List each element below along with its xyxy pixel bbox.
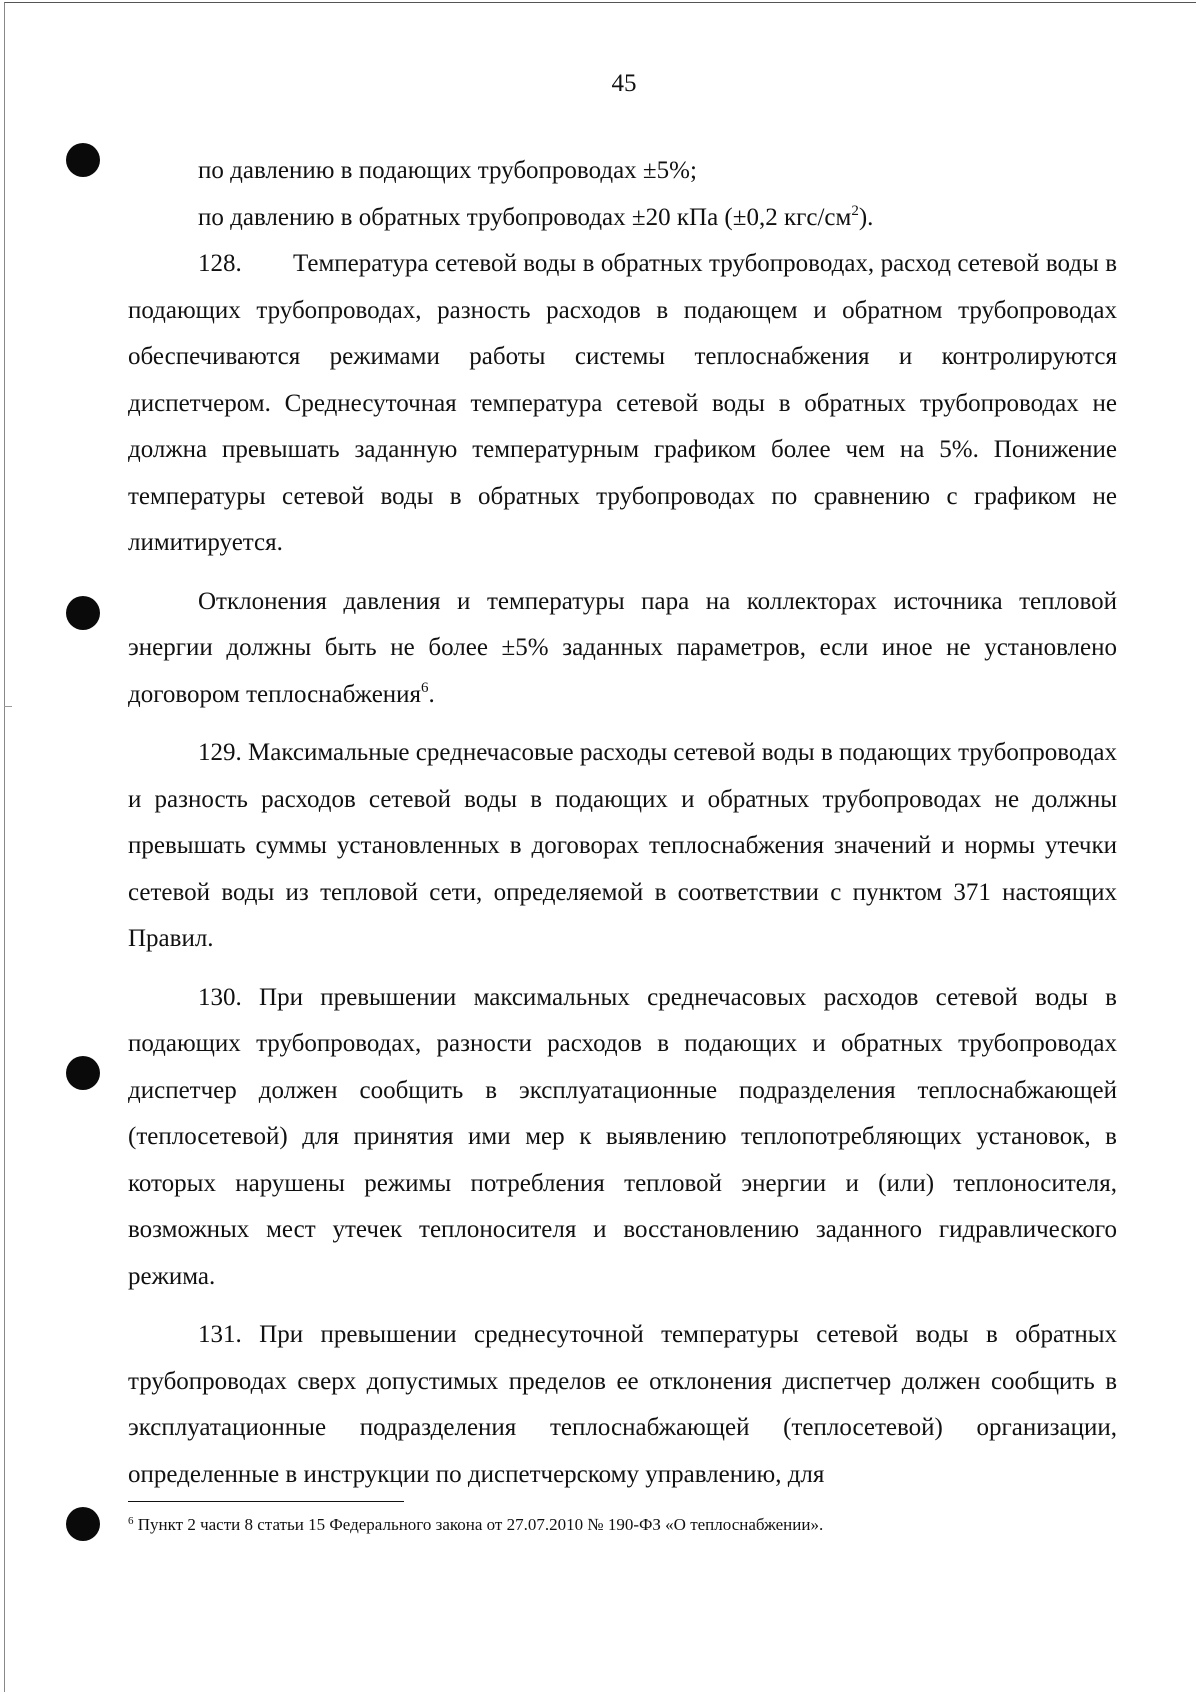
footnote <box>128 1512 1108 1538</box>
edge-mark <box>4 706 12 707</box>
footnote-marker: 6 <box>128 1515 134 1527</box>
paragraph-steam-deviation <box>128 579 1117 719</box>
document-body <box>128 148 1124 1498</box>
line-return-pressure <box>128 195 1117 242</box>
paragraph-steam-deviation-end: . <box>428 680 435 708</box>
paragraph-steam-deviation-text: Отклонения давления и температуры пара на коллекторах источника тепловой энергии должны быть не более ±5% заданных параметров, если иное не установлено договором теплоснабжения <box>128 587 1117 708</box>
paragraph-129: 129. Максимальные среднечасовые расходы сетевой воды в подающих трубопроводах и разность расходов сетевой воды в подающих и обратных трубопроводах не должны превышать суммы установленных в договорах теплоснабжения значений и нормы утечки сетевой воды из тепловой сети, определяемой в соответствии с пунктом 371 настоящих Правил. <box>128 739 1117 952</box>
footnote-reference: 6 <box>421 679 429 696</box>
paragraph-128: 128. Температура сетевой воды в обратных трубопроводах, расход сетевой воды в подающих трубопроводах, разность расходов в подающем и обратном трубопроводах обеспечиваются режимами работы системы теплоснабжения и контролируются диспетчером. Среднесуточная температура сетевой воды в обратных трубопроводах не должна превышать заданную температурным графиком более чем на 5%. Понижение температуры сетевой воды в обратных трубопроводах по сравнению с графиком не лимитируется. <box>128 250 1124 556</box>
footnote-text: Пункт 2 части 8 статьи 15 Федерального закона от 27.07.2010 № 190-ФЗ «О теплоснабжении». <box>133 1515 824 1534</box>
paragraph-130: 130. При превышении максимальных среднечасовых расходов сетевой воды в подающих трубопроводах, разности расходов в подающих и обратных трубопроводах диспетчер должен сообщить в эксплуатационные подразделения теплоснабжающей (теплосетевой) для принятия ими мер к выявлению теплопотребляющих установок, в которых нарушены режимы потребления тепловой энергии и (или) теплоносителя, возможных мест утечек теплоносителя и восстановлению заданного гидравлического режима. <box>128 983 1117 1290</box>
line-return-pressure-text: по давлению в обратных трубопроводах ±20 кПа (±0,2 кгс/см <box>198 203 852 231</box>
punch-hole-mark <box>66 596 100 630</box>
superscript-2: 2 <box>851 202 859 219</box>
line-supply-pressure-text: по давлению в подающих трубопроводах ±5%; <box>198 157 697 184</box>
paragraph-131: 131. При превышении среднесуточной температуры сетевой воды в обратных трубопроводах сверх допустимых пределов ее отклонения диспетчер должен сообщить в эксплуатационные подразделения теплоснабжающей (теплосетевой) организации, определенные в инструкции по диспетчерскому управлению, для <box>128 1321 1117 1488</box>
page-number: 45 <box>611 70 637 97</box>
punch-hole-mark <box>66 1507 100 1541</box>
line-return-pressure-end: ). <box>858 203 874 231</box>
punch-hole-mark <box>66 1056 100 1090</box>
line-supply-pressure <box>128 148 1117 195</box>
punch-hole-mark <box>66 143 100 177</box>
footnote-separator <box>128 1501 404 1502</box>
